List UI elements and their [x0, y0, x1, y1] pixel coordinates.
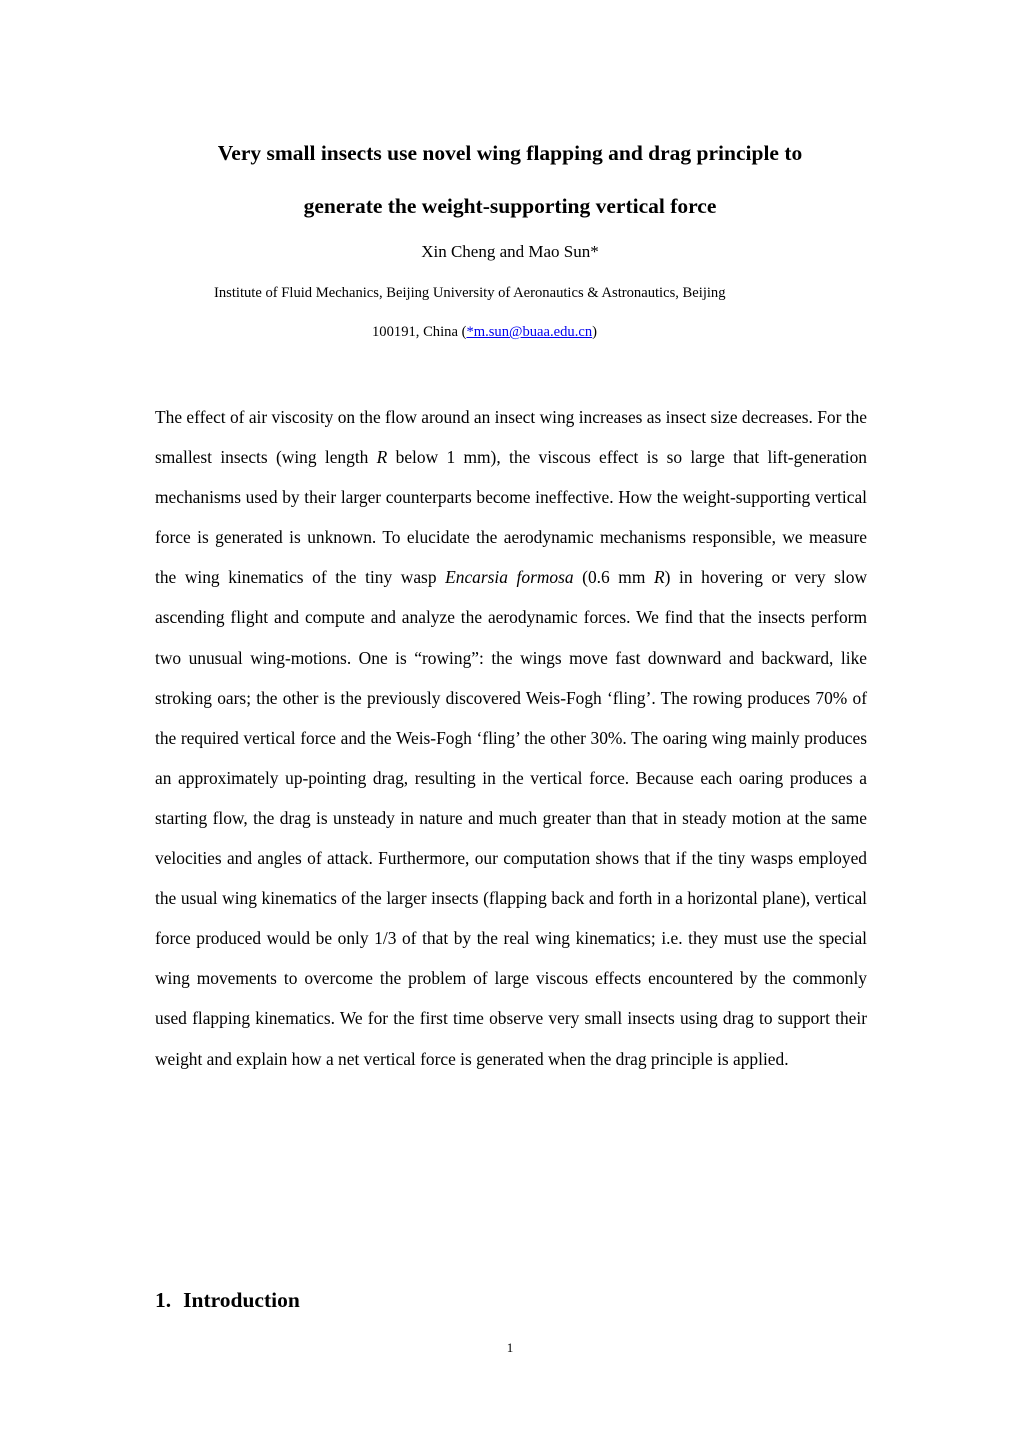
section-number: 1. [155, 1288, 172, 1312]
wing-length-symbol: R [376, 447, 388, 468]
wing-length-symbol: R [653, 567, 665, 588]
abstract-text: below 1 mm), the viscous effect is so large that lift-generation mechanisms used by their larger counterparts become ineffective. How the weight-supporting vertical force is generated is unknown. To elucidate the aerodynamic mechanisms responsible, we measure the wing kinematics of the tiny wasp [155, 447, 867, 588]
abstract-paragraph [155, 397, 867, 1079]
abstract-text: (0.6 mm [573, 567, 654, 588]
section-heading-introduction [155, 1286, 300, 1314]
affiliation-line-2 [372, 323, 597, 341]
paper-title-line-2: generate the weight-supporting vertical force [303, 194, 717, 218]
species-name: Encarsia formosa [445, 567, 574, 588]
abstract-text: The effect of air viscosity on the flow around an insect wing increases as insect size decreases. For the smallest insects (wing length [155, 407, 867, 468]
paper-title-line-1: Very small insects use novel wing flapping and drag principle to [217, 141, 803, 165]
abstract-text: ) in hovering or very slow ascending flight and compute and analyze the aerodynamic forces. We find that the insects perform two unusual wing-motions. One is “rowing”: the wings move fast downward and backward, like stroking oars; the other is the previously discovered Weis-Fogh ‘fling’. The rowing produces 70% of the required vertical force and the Weis-Fogh ‘fling’ the other 30%. The oaring wing mainly produces an approximately up-pointing drag, resulting in the vertical force. Because each oaring produces a starting flow, the drag is unsteady in nature and much greater than that in steady motion at the same velocities and angles of attack. Furthermore, our computation shows that if the tiny wasps employed the usual wing kinematics of the larger insects (flapping back and forth in a horizontal plane), vertical force produced would be only 1/3 of that by the real wing kinematics; i.e. they must use the special wing movements to overcome the problem of large viscous effects encountered by the commonly used flapping kinematics. We for the first time observe very small insects using drag to support their weight and explain how a net vertical force is generated when the drag principle is applied. [155, 567, 867, 1069]
section-title: Introduction [183, 1288, 300, 1312]
email-link[interactable]: *m.sun@buaa.edu.cn [466, 324, 593, 340]
affiliation-prefix: 100191, China ( [372, 324, 467, 340]
affiliation-suffix: ) [592, 324, 598, 340]
affiliation-line-1: Institute of Fluid Mechanics, Beijing University of Aeronautics & Astronautics, Beijing [214, 285, 726, 301]
page-number: 1 [506, 1340, 514, 1355]
author-list: Xin Cheng and Mao Sun* [421, 242, 599, 261]
